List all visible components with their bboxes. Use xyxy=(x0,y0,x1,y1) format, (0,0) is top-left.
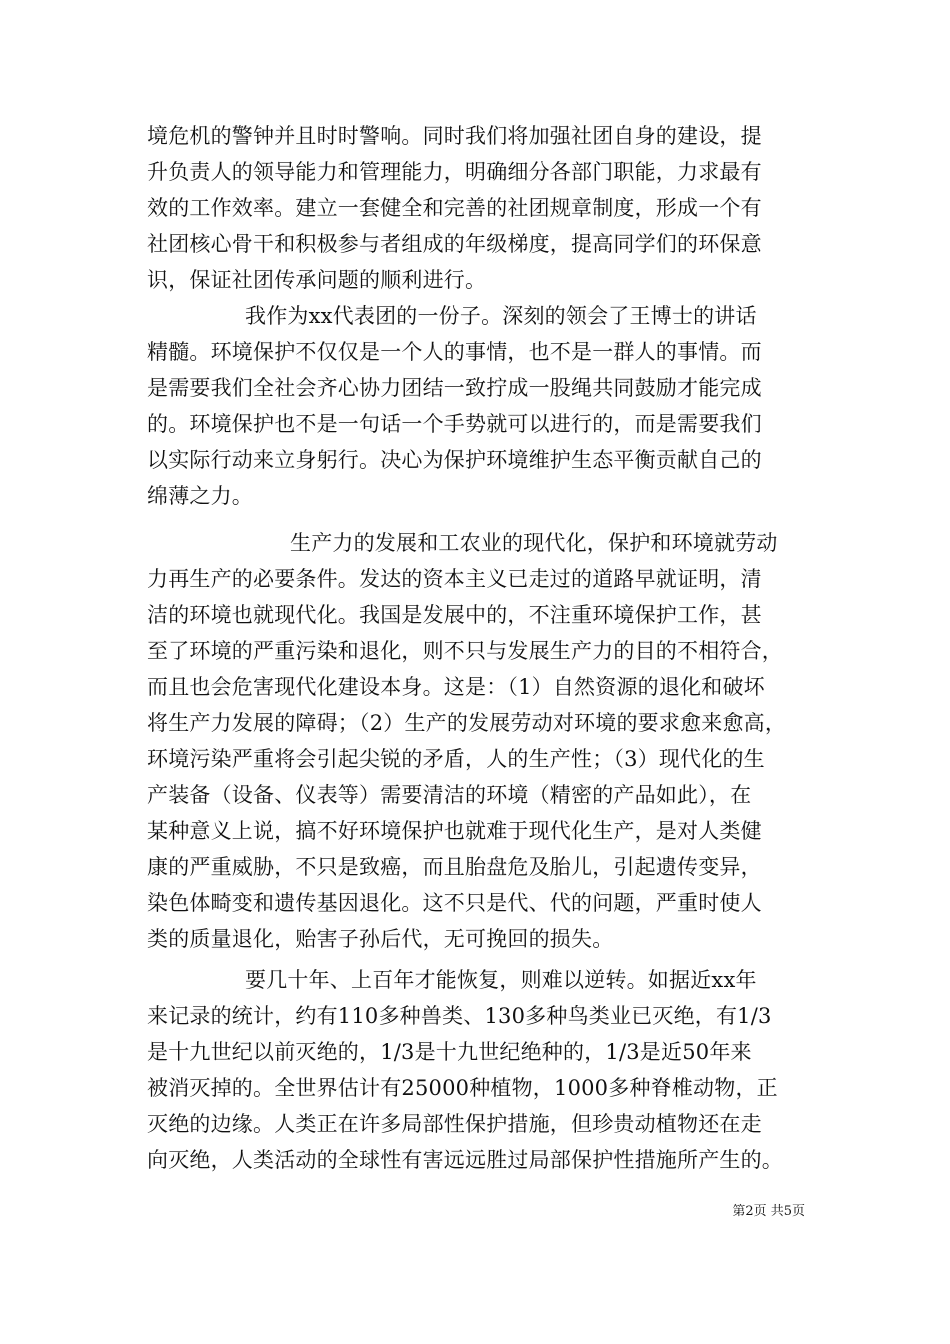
text-line: 社团核心骨干和积极参与者组成的年级梯度，提高同学们的环保意 xyxy=(147,232,762,256)
text-line: 识，保证社团传承问题的顺利进行。 xyxy=(147,268,487,292)
text-line: 效的工作效率。建立一套健全和完善的社团规章制度，形成一个有 xyxy=(147,196,762,220)
text-line: 精髓。环境保护不仅仅是一个人的事情，也不是一群人的事情。而 xyxy=(147,340,762,364)
text-line: 以实际行动来立身躬行。决心为保护环境维护生态平衡贡献自己的 xyxy=(147,448,762,472)
text-line: 是十九世纪以前灭绝的，1/3是十九世纪绝种的，1/3是近50年来 xyxy=(147,1040,752,1064)
text-line: 类的质量退化，贻害子孙后代，无可挽回的损失。 xyxy=(147,927,614,951)
text-line: 灭绝的边缘。人类正在许多局部性保护措施，但珍贵动植物还在走 xyxy=(147,1112,762,1136)
text-line: 被消灭掉的。全世界估计有25000种植物，1000多种脊椎动物，正 xyxy=(147,1076,778,1100)
text-line: 将生产力发展的障碍；（2）生产的发展劳动对环境的要求愈来愈高， xyxy=(147,711,787,735)
text-line: 的。环境保护也不是一句话一个手势就可以进行的，而是需要我们 xyxy=(147,412,762,436)
text-line: 境危机的警钟并且时时警响。同时我们将加强社团自身的建设，提 xyxy=(147,124,762,148)
text-line: 生产力的发展和工农业的现代化，保护和环境就劳动 xyxy=(290,531,778,555)
text-line: 而且也会危害现代化建设本身。这是：（1）自然资源的退化和破坏 xyxy=(147,675,765,699)
text-line: 产装备（设备、仪表等）需要清洁的环境（精密的产品如此），在 xyxy=(147,783,752,807)
text-line: 某种意义上说，搞不好环境保护也就难于现代化生产，是对人类健 xyxy=(147,819,762,843)
text-line: 要几十年、上百年才能恢复，则难以逆转。如据近xx年 xyxy=(245,968,757,992)
text-line: 是需要我们全社会齐心协力团结一致拧成一股绳共同鼓励才能完成 xyxy=(147,376,762,400)
text-line: 至了环境的严重污染和退化，则不只与发展生产力的目的不相符合， xyxy=(147,639,783,663)
page-number: 第2页 共5页 xyxy=(732,1204,805,1219)
text-line: 康的严重威胁，不只是致癌，而且胎盘危及胎儿，引起遗传变异， xyxy=(147,855,762,879)
text-line: 环境污染严重将会引起尖锐的矛盾，人的生产性；（3）现代化的生 xyxy=(147,747,765,771)
text-line: 染色体畸变和遗传基因退化。这不只是代、代的问题，严重时使人 xyxy=(147,891,762,915)
text-line: 来记录的统计，约有110多种兽类、130多种鸟类业已灭绝，有1/3 xyxy=(147,1004,772,1028)
text-line: 升负责人的领导能力和管理能力，明确细分各部门职能，力求最有 xyxy=(147,160,762,184)
text-line: 力再生产的必要条件。发达的资本主义已走过的道路早就证明，清 xyxy=(147,567,762,591)
text-line: 向灭绝，人类活动的全球性有害远远胜过局部保护性措施所产生的。 xyxy=(147,1148,783,1172)
text-line: 绵薄之力。 xyxy=(147,484,253,508)
text-line: 洁的环境也就现代化。我国是发展中的，不注重环境保护工作，甚 xyxy=(147,603,762,627)
text-line: 我作为xx代表团的一份子。深刻的领会了王博士的讲话 xyxy=(245,304,757,328)
